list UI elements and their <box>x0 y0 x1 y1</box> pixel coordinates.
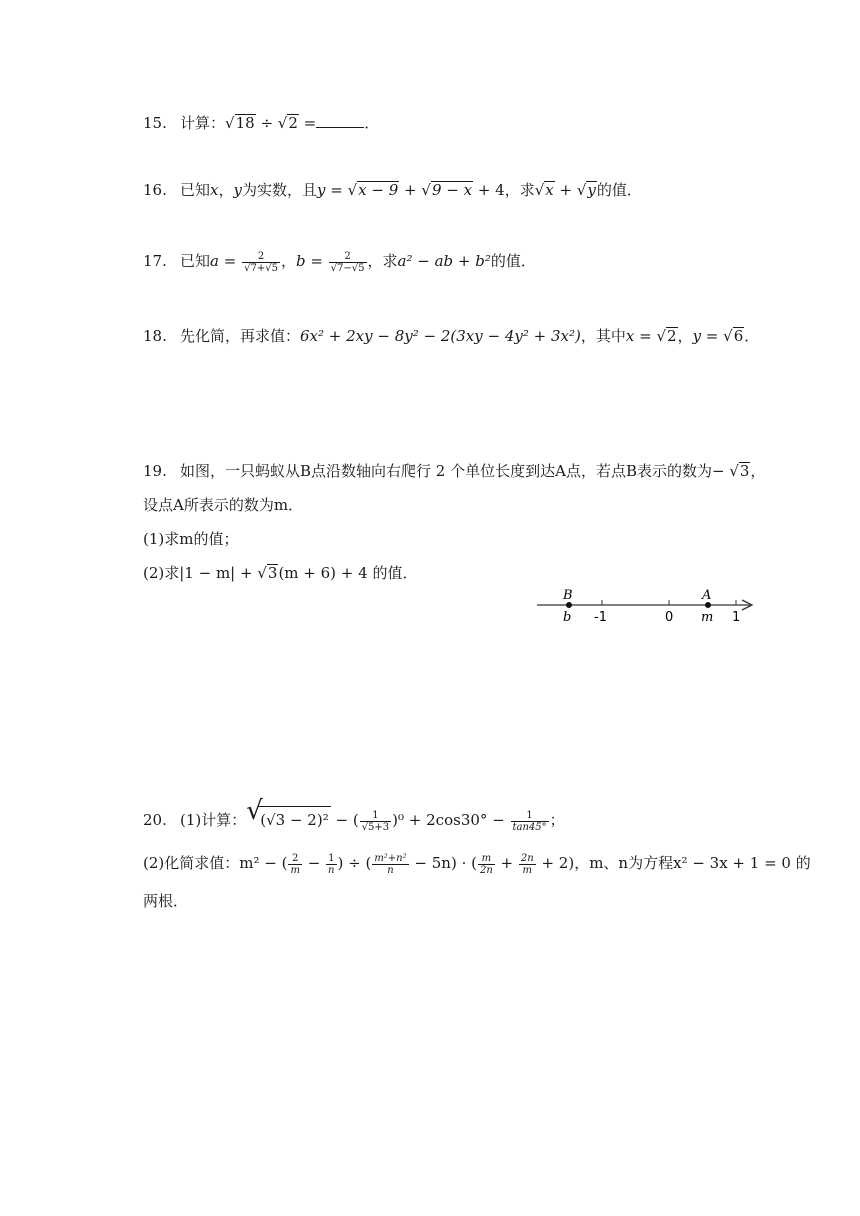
prompt-text: 先化简，再求值： <box>180 327 301 345</box>
separator: ， <box>677 327 693 345</box>
fraction <box>372 853 408 876</box>
expression: − 5n) · ( <box>409 854 477 872</box>
sqrt-sign: √ <box>656 327 666 345</box>
var-y: y <box>233 181 242 199</box>
denominator: √7−√5 <box>330 262 365 274</box>
prompt-text: (2)化简求值：m² − ( <box>143 854 288 872</box>
expression: )⁰ + 2cos30° − <box>392 811 510 829</box>
number-line-figure <box>535 588 760 628</box>
operator: + <box>554 181 577 199</box>
prompt-text: ，求 <box>367 252 398 270</box>
radicand: x <box>545 181 554 199</box>
fraction <box>242 251 280 274</box>
prompt-text: (1)计算： <box>180 811 247 829</box>
question-17 <box>143 250 536 274</box>
fraction <box>511 810 549 833</box>
radicand: 3 <box>267 564 278 582</box>
prompt-text: 已知 <box>180 181 211 199</box>
operator: ÷ <box>255 114 278 132</box>
question-number: 15. <box>143 114 167 132</box>
question-number: 18. <box>143 327 167 345</box>
numerator: m <box>478 853 495 865</box>
question-number: 20. <box>143 811 167 829</box>
tick-label-1: 1 <box>732 610 741 625</box>
radicand: 6 <box>733 327 744 345</box>
equation-lhs: x = <box>625 327 657 345</box>
question-19-line-1 <box>143 460 765 482</box>
negative-sign: − <box>711 462 730 480</box>
numerator: 1 <box>360 810 391 822</box>
sqrt-sign: √ <box>534 181 545 199</box>
question-19-part-2 <box>143 562 417 584</box>
question-20-part-2 <box>143 852 811 876</box>
prompt-text: + 4，求 <box>473 181 535 199</box>
question-18 <box>143 325 759 347</box>
answer-blank[interactable] <box>316 113 364 128</box>
fraction <box>478 853 495 876</box>
radicand: 3 <box>739 462 750 480</box>
question-19-line-2: 设点A所表示的数为m． <box>143 496 304 514</box>
prompt-text: 如图，一只蚂蚁从B点沿数轴向右爬行 2 个单位长度到达A点，若点B表示的数为 <box>180 462 712 480</box>
denominator: tan45° <box>512 821 547 833</box>
radicand: 2 <box>667 327 677 345</box>
period: ． <box>744 327 760 345</box>
question-19-part-1: (1)求m的值； <box>143 530 239 548</box>
operator: + <box>495 854 518 872</box>
operator: − <box>302 854 326 872</box>
operator: + <box>399 181 422 199</box>
operator: − ( <box>330 811 359 829</box>
prompt-text: 为实数，且 <box>241 181 317 199</box>
prompt-text: (m + 6) + 4 的值． <box>278 564 418 582</box>
denominator: m <box>522 864 533 876</box>
separator: ； <box>549 811 565 829</box>
fraction <box>519 853 536 876</box>
question-number: 16. <box>143 181 167 199</box>
prompt-text: (2)求|1 − m| + <box>143 564 258 582</box>
separator: ， <box>280 252 296 270</box>
denominator: √5+3 <box>361 821 390 833</box>
question-16 <box>143 179 642 201</box>
prompt-text: 计算： <box>180 114 226 132</box>
equation-lhs: b = <box>295 252 328 270</box>
numerator: 1 <box>511 810 549 822</box>
radicand: 9 − x <box>431 181 473 199</box>
numerator: 1 <box>326 853 336 865</box>
question-number: 17. <box>143 252 167 270</box>
radicand: (√3 − 2)² <box>258 806 330 831</box>
radicand: 18 <box>235 114 255 132</box>
label-b: b <box>563 610 572 625</box>
denominator: m <box>290 864 300 876</box>
sqrt-sign: √ <box>421 181 431 199</box>
numerator: 2 <box>329 251 367 263</box>
question-20-part-2-cont: 两根． <box>143 892 189 910</box>
label-A: A <box>702 588 712 603</box>
expression: a² − ab + b² <box>397 252 491 270</box>
operator: ) ÷ ( <box>337 854 372 872</box>
fraction <box>329 251 367 274</box>
separator: ， <box>750 462 766 480</box>
period: ． <box>364 114 380 132</box>
sqrt-sign: √ <box>347 181 358 199</box>
equation-lhs: a = <box>210 252 242 270</box>
equation-lhs: y = <box>692 327 724 345</box>
prompt-text: 的值． <box>596 181 642 199</box>
separator: ， <box>218 181 234 199</box>
big-sqrt <box>246 806 330 831</box>
prompt-text: 已知 <box>180 252 211 270</box>
numerator: 2 <box>288 853 301 865</box>
prompt-text: 的值． <box>490 252 536 270</box>
tick-label-neg1: -1 <box>594 610 607 625</box>
sqrt-sign: √ <box>729 462 739 480</box>
question-number: 19. <box>143 462 167 480</box>
equation-lhs: y = <box>317 181 348 199</box>
fraction <box>360 810 391 833</box>
sqrt-sign: √ <box>576 181 587 199</box>
radicand: x − 9 <box>358 181 399 199</box>
sqrt-sign: √ <box>225 114 235 132</box>
denominator: √7+√5 <box>244 262 278 274</box>
expression: 6x² + 2xy − 8y² − 2(3xy − 4y² + 3x²) <box>300 327 581 345</box>
label-B: B <box>563 588 573 603</box>
fraction <box>326 853 336 876</box>
tick-label-0: 0 <box>665 610 674 625</box>
numerator: 2 <box>242 251 280 263</box>
numerator: 2n <box>520 852 534 864</box>
numerator: m²+n² <box>374 852 407 864</box>
sqrt-sign: √ <box>277 114 288 132</box>
equals-sign: = <box>298 114 317 132</box>
denominator: 2n <box>479 864 493 876</box>
radicand: 2 <box>288 114 298 132</box>
sqrt-sign: √ <box>723 327 733 345</box>
question-15 <box>143 112 379 134</box>
prompt-text: + 2)，m、n为方程x² − 3x + 1 = 0 的 <box>536 854 811 872</box>
denominator: n <box>387 864 394 876</box>
sqrt-sign: √ <box>257 564 267 582</box>
radicand: y <box>587 181 596 199</box>
question-20-part-1 <box>143 806 565 833</box>
denominator: n <box>328 864 335 876</box>
var-x: x <box>210 181 219 199</box>
fraction <box>288 853 301 876</box>
prompt-text: ，其中 <box>580 327 626 345</box>
label-m: m <box>701 610 714 625</box>
